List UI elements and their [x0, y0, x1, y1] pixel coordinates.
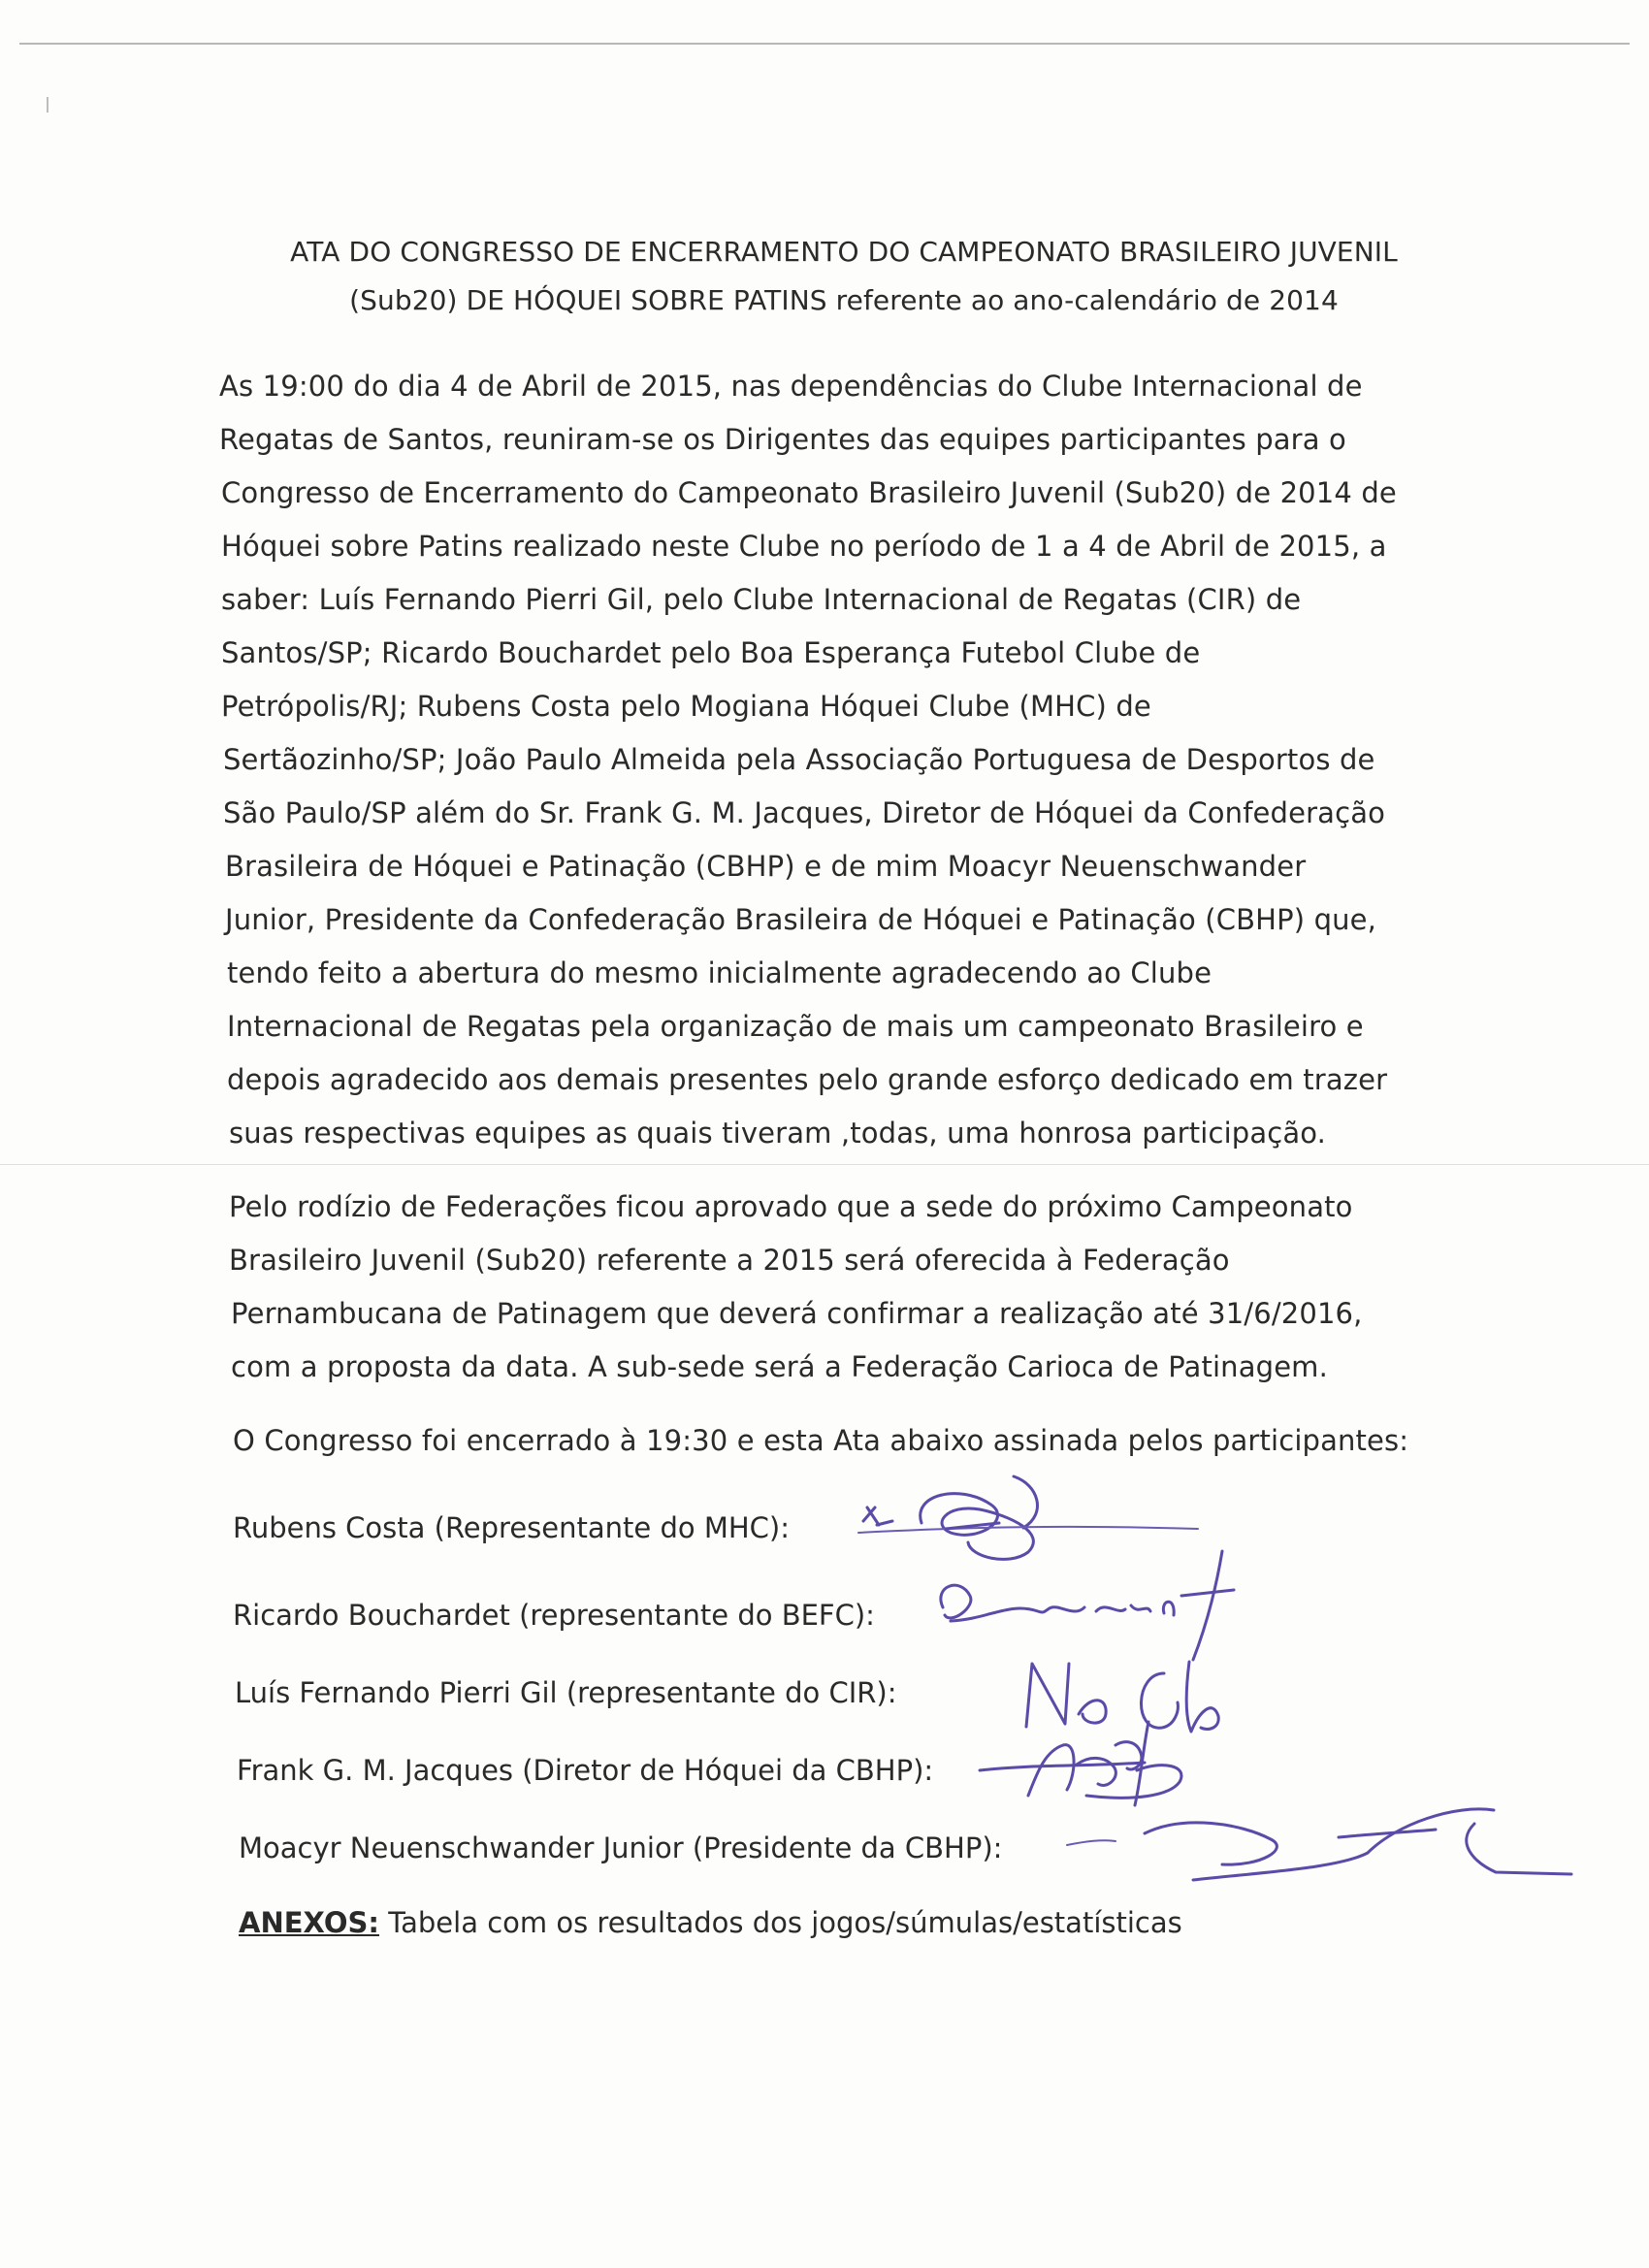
- paragraph1-line: Internacional de Regatas pela organização de mais um campeonato Brasileiro e: [227, 1010, 1364, 1043]
- document-title: [204, 228, 1484, 325]
- paragraph1-line: Junior, Presidente da Confederação Brasileira de Hóquei e Patinação (CBHP) que,: [225, 903, 1377, 936]
- paragraph1-line: Petrópolis/RJ; Rubens Costa pelo Mogiana Hóquei Clube (MHC) de: [221, 690, 1151, 723]
- paragraph2-line: Brasileiro Juvenil (Sub20) referente a 2015 será oferecida à Federação: [229, 1244, 1230, 1277]
- paragraph1-line: São Paulo/SP além do Sr. Frank G. M. Jacques, Diretor de Hóquei da Confederação: [223, 796, 1386, 829]
- paragraph1-line: suas respectivas equipes as quais tiveram ,todas, uma honrosa participação.: [229, 1117, 1327, 1150]
- annex-text: Tabela com os resultados dos jogos/súmulas/estatísticas: [379, 1906, 1182, 1939]
- paragraph1-line: depois agradecido aos demais presentes pelo grande esforço dedicado em trazer: [227, 1063, 1388, 1096]
- top-rule: [19, 43, 1630, 45]
- signatory-line: Frank G. M. Jacques (Diretor de Hóquei da CBHP):: [237, 1754, 934, 1787]
- signatory-line: Luís Fernando Pierri Gil (representante do CIR):: [235, 1676, 897, 1709]
- paragraph1-line: Regatas de Santos, reuniram-se os Dirigentes das equipes participantes para o: [219, 423, 1346, 456]
- paragraph1-line: tendo feito a abertura do mesmo inicialmente agradecendo ao Clube: [227, 956, 1212, 989]
- signature-moacyr-neuenschwander: [1048, 1785, 1591, 1901]
- title-line: ATA DO CONGRESSO DE ENCERRAMENTO DO CAMPEONATO BRASILEIRO JUVENIL: [290, 236, 1398, 268]
- paragraph1-line: Hóquei sobre Patins realizado neste Clube no período de 1 a 4 de Abril de 2015, a: [221, 530, 1387, 563]
- paragraph1-line: Santos/SP; Ricardo Bouchardet pelo Boa Esperança Futebol Clube de: [221, 636, 1201, 669]
- paragraph1-line: As 19:00 do dia 4 de Abril de 2015, nas dependências do Clube Internacional de: [219, 370, 1363, 403]
- paragraph1-line: Brasileira de Hóquei e Patinação (CBHP) e de mim Moacyr Neuenschwander: [225, 850, 1307, 883]
- annex-line: [239, 1906, 1182, 1939]
- scan-speck: [47, 97, 48, 113]
- paragraph1-line: Sertãozinho/SP; João Paulo Almeida pela Associação Portuguesa de Desportos de: [223, 743, 1375, 776]
- paragraph2-line: com a proposta da data. A sub-sede será a Federação Carioca de Patinagem.: [231, 1350, 1328, 1383]
- signatory-line: Moacyr Neuenschwander Junior (Presidente da CBHP):: [239, 1831, 1003, 1864]
- scan-fold-line: [0, 1164, 1649, 1165]
- signatory-line: Rubens Costa (Representante do MHC):: [233, 1511, 790, 1544]
- paragraph1-line: Congresso de Encerramento do Campeonato Brasileiro Juvenil (Sub20) de 2014 de: [221, 476, 1397, 509]
- annex-label: ANEXOS:: [239, 1906, 379, 1939]
- paragraph2-line: Pelo rodízio de Federações ficou aprovado que a sede do próximo Campeonato: [229, 1190, 1353, 1223]
- paragraph2-line: Pernambucana de Patinagem que deverá confirmar a realização até 31/6/2016,: [231, 1297, 1363, 1330]
- closing-line: O Congresso foi encerrado à 19:30 e esta Ata abaixo assinada pelos participantes:: [233, 1424, 1409, 1457]
- title-line: (Sub20) DE HÓQUEI SOBRE PATINS referente ao ano-calendário de 2014: [349, 284, 1339, 316]
- paragraph1-line: saber: Luís Fernando Pierri Gil, pelo Clube Internacional de Regatas (CIR) de: [221, 583, 1302, 616]
- signatory-line: Ricardo Bouchardet (representante do BEFC):: [233, 1599, 875, 1632]
